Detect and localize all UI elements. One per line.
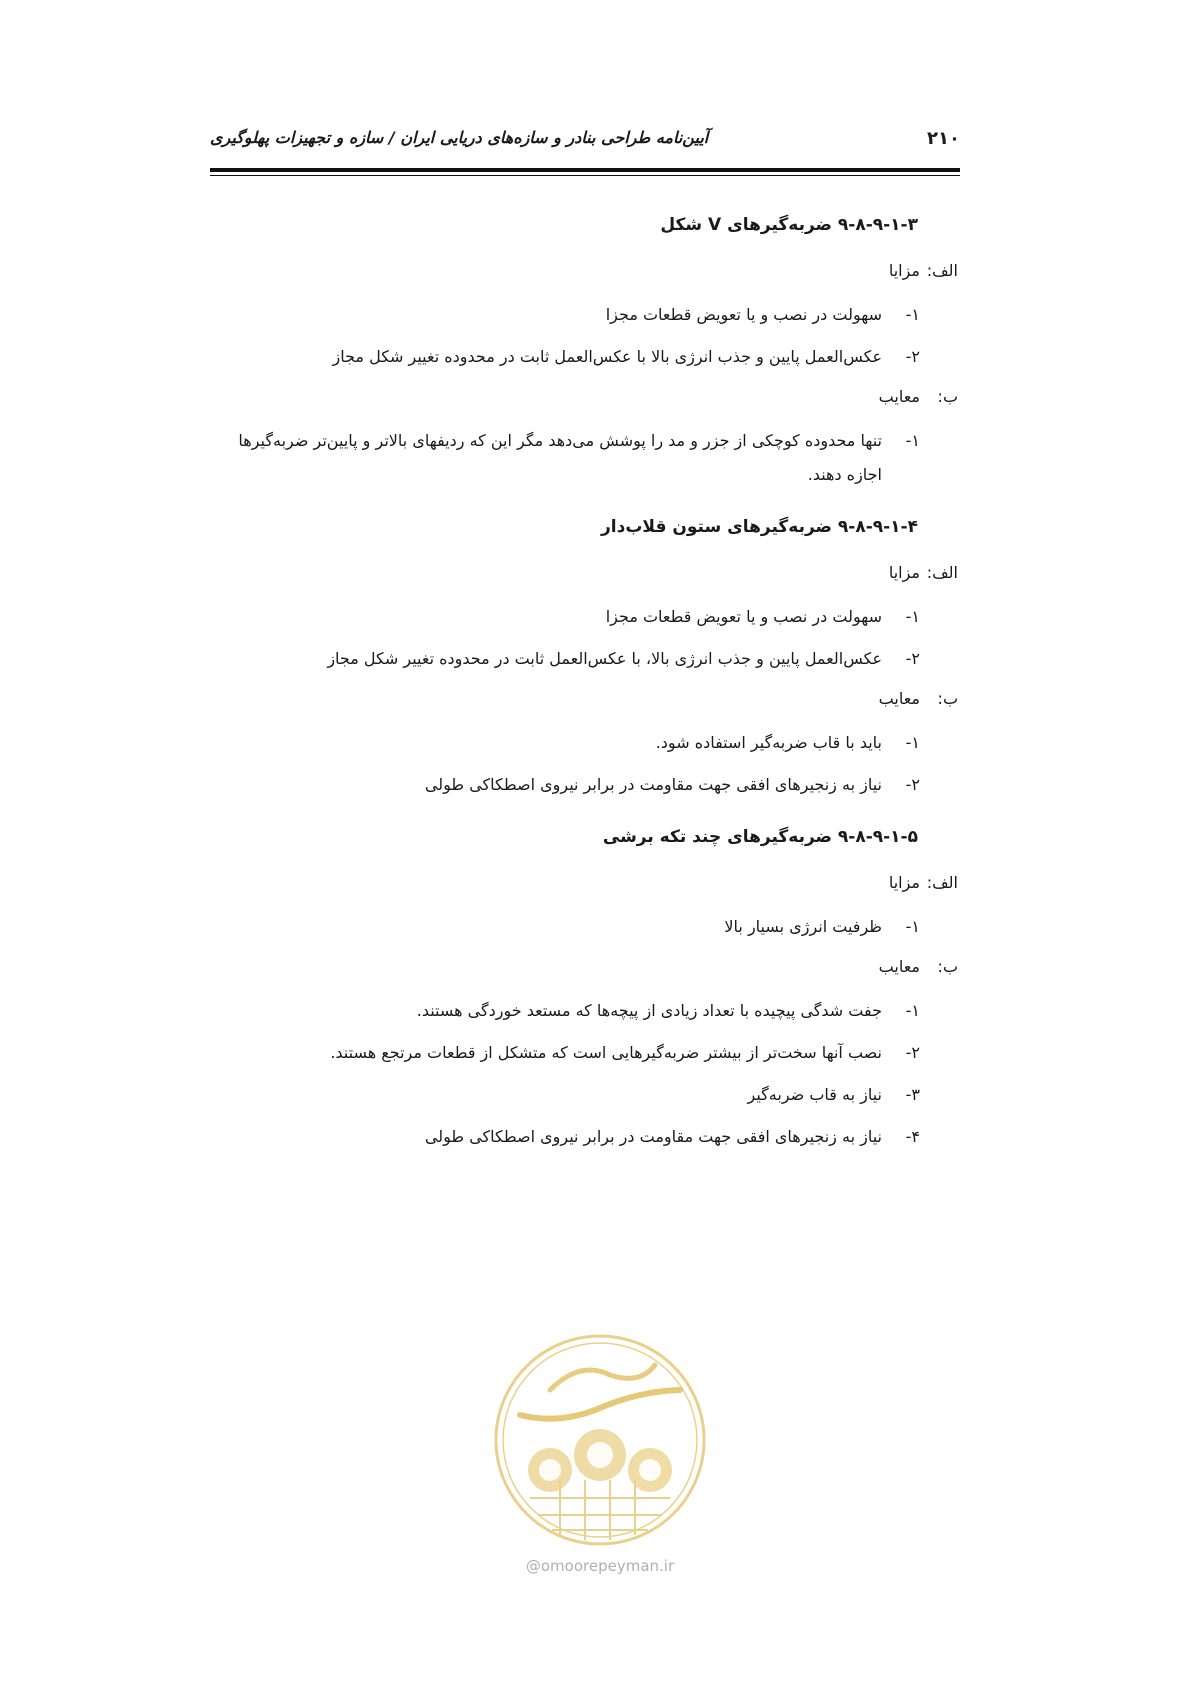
item-number: ۱- [905, 607, 920, 626]
disadvantages-heading-text: معایب [878, 689, 920, 708]
list-item [210, 1078, 958, 1112]
item-text: سهولت در نصب و یا تعویض قطعات مجزا [605, 305, 882, 324]
section-title: ۹-۸-۹-۱-۳ ضربه‌گیرهای V شکل [660, 215, 918, 235]
item-text: عکس‌العمل پایین و جذب انرژی بالا با عکس‌العمل ثابت در محدوده تغییر شکل مجاز [332, 347, 882, 366]
item-text: باید با قاب ضربه‌گیر استفاده شود. [655, 733, 882, 752]
item-number: ۲- [905, 649, 920, 668]
item-text: عکس‌العمل پایین و جذب انرژی بالا، با عکس‌العمل ثابت در محدوده تغییر شکل مجاز [327, 649, 882, 668]
item-text: تنها محدوده کوچکی از جزر و مد را پوشش می‌دهد مگر این که ردیفهای بالاتر و پایین‌تر ضربه‌گیرها اجازه دهند. [238, 431, 882, 484]
list-item [210, 768, 958, 802]
list-item [210, 424, 958, 492]
advantages-label: الف: [926, 563, 958, 582]
item-text: جفت شدگی پیچیده با تعداد زیادی از پیچه‌ها که مستعد خوردگی هستند. [416, 1001, 882, 1020]
list-item [210, 726, 958, 760]
disadvantages-heading-text: معایب [878, 387, 920, 406]
section-hooked-column-fenders [210, 512, 958, 802]
disadvantages-label: ب: [937, 387, 958, 406]
item-text: نیاز به زنجیرهای افقی جهت مقاومت در برابر نیروی اصطکاکی طولی [424, 1127, 882, 1146]
list-item [210, 340, 958, 374]
list-item [210, 1036, 958, 1070]
disadvantages-heading [210, 684, 958, 714]
item-number: ۲- [905, 347, 920, 366]
disadvantages-heading [210, 952, 958, 982]
list-item [210, 642, 958, 676]
header-rule-thin [210, 175, 960, 176]
watermark-url: @omoorepeyman.ir [525, 1557, 675, 1575]
item-text: ظرفیت انرژی بسیار بالا [724, 917, 882, 936]
disadvantages-label: ب: [937, 957, 958, 976]
item-text: نیاز به قاب ضربه‌گیر [747, 1085, 882, 1104]
item-text: نیاز به زنجیرهای افقی جهت مقاومت در برابر نیروی اصطکاکی طولی [424, 775, 882, 794]
item-number: ۱- [905, 733, 920, 752]
list-item [210, 1120, 958, 1154]
item-text: سهولت در نصب و یا تعویض قطعات مجزا [605, 607, 882, 626]
item-number: ۱- [905, 917, 920, 936]
running-title: آیین‌نامه طراحی بنادر و سازه‌های دریایی ایران / سازه و تجهیزات پهلوگیری [210, 128, 709, 147]
disadvantages-heading-text: معایب [878, 957, 920, 976]
list-item [210, 994, 958, 1028]
advantages-heading-text: مزایا [888, 873, 920, 892]
list-item [210, 910, 958, 944]
list-item [210, 600, 958, 634]
item-number: ۴- [905, 1127, 920, 1146]
advantages-heading [210, 256, 958, 286]
disadvantages-label: ب: [937, 689, 958, 708]
advantages-label: الف: [926, 261, 958, 280]
item-number: ۲- [905, 775, 920, 794]
list-item [210, 298, 958, 332]
advantages-heading [210, 558, 958, 588]
section-title: ۹-۸-۹-۱-۵ ضربه‌گیرهای چند تکه برشی [602, 827, 918, 847]
item-number: ۲- [905, 1043, 920, 1062]
header-rule-thick [210, 168, 960, 172]
item-number: ۱- [905, 431, 920, 450]
page-body [210, 210, 958, 1174]
advantages-heading-text: مزایا [888, 563, 920, 582]
item-text: نصب آنها سخت‌تر از بیشتر ضربه‌گیرهایی است که متشکل از قطعات مرتجع هستند. [330, 1043, 882, 1062]
section-v-shaped-fenders [210, 210, 958, 492]
item-number: ۱- [905, 305, 920, 324]
item-number: ۱- [905, 1001, 920, 1020]
advantages-label: الف: [926, 873, 958, 892]
advantages-heading [210, 868, 958, 898]
page-number: ۲۱۰ [927, 128, 960, 149]
watermark-logo [490, 1330, 710, 1550]
item-number: ۳- [905, 1085, 920, 1104]
page-header [210, 128, 960, 162]
disadvantages-heading [210, 382, 958, 412]
section-multi-piece-shear-fenders [210, 822, 958, 1154]
section-title: ۹-۸-۹-۱-۴ ضربه‌گیرهای ستون قلاب‌دار [601, 517, 918, 537]
advantages-heading-text: مزایا [888, 261, 920, 280]
